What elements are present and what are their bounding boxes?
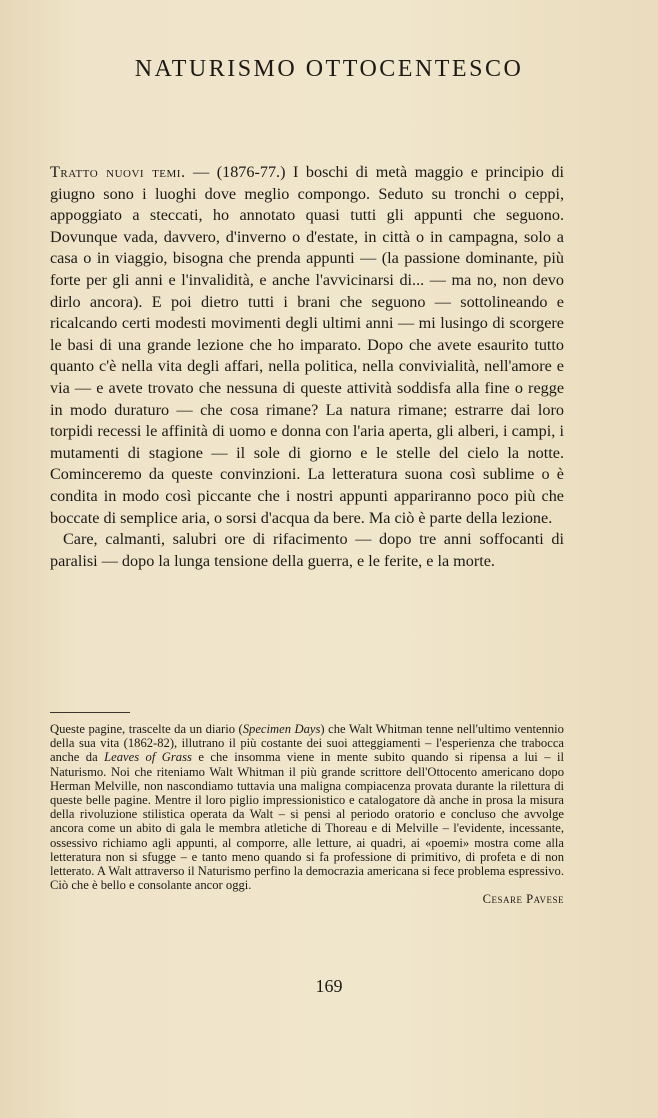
- paragraph-1-text: — (1876-77.) I boschi di metà maggio e principio di giugno sono i luoghi dove meglio compongo. Seduto su tronchi o ceppi, appoggiato a steccati, ho annotato quasi tutti gli appunti che seguono. Dovunque vada, davvero, d'inverno o d'estate, in città o in campagna, solo a casa o in viaggio, bisogna che prenda appunti — (la passione dominante, più forte per gli anni e l'invalidità, e anche l'avvicinarsi di... — ma no, non devo dirlo ancora). E poi dietro tutti i brani che seguono — sottolineando e ricalcando certi modesti movimenti degli ultimi anni — mi lusingo di scorgere le basi di una grande lezione che ho imparato. Dopo che avete esaurito tutto quanto c'è nella vita degli affari, nella politica, nella convivialità, nell'amore e via — e avete trovato che nessuna di queste attività soddisfa alla fine o regge in modo duraturo — che cosa rimane? La natura rimane; estrarre dai loro torpidi recessi le affinità di uomo e donna con l'aria aperta, gli alberi, i campi, i mutamenti di stagione — il sole di giorno e le stelle del cielo la notte. Cominceremo da queste convinzioni. La letteratura suona così sublime o è condita in modo così piccante che i nostri appunti appariranno poco più che boccate di semplice aria, o sorsi d'acqua da bere. Ma ciò è parte della lezione.: [50, 163, 564, 527]
- note-text-part-3: e che insomma viene in mente subito quando si ripensa a lui – il Naturismo. Noi che riteniamo Walt Whitman il più grande scrittore dell'Ottocento americano dopo Herman Melville, non nascondiamo tuttavia una maligna compiacenza provata durante la rilettura di queste belle pagine. Mentre il loro piglio impressionistico e catalogatore dà anche in prosa la misura della rivoluzione stilistica operata da Walt – si pensi al periodo oratorio e concluso che avvolge ancora come un abito di gala le membra atletiche di Thoreau e di Melville – l'evidente, incessante, ossessivo richiamo agli appunti, al comporre, alle letture, ai quadri, ai «poemi» mostra come alla letteratura non si sfugge – e tanto meno quando si fa professione di primitivo, di profeta e di non letterato. A Walt attraverso il Naturismo perfino la democrazia americana si fece problema espressivo. Ciò che è bello e consolante ancor oggi.: [50, 750, 564, 893]
- page-number: 169: [315, 976, 343, 996]
- paragraph-1: [50, 162, 564, 529]
- note-title-leaves-of-grass: Leaves of Grass: [104, 750, 192, 765]
- footnote-divider: [50, 712, 130, 713]
- main-text: [50, 162, 564, 572]
- note-title-specimen-days: Specimen Days: [242, 722, 321, 736]
- signature: Cesare Pavese: [482, 892, 564, 907]
- note-text: [50, 722, 564, 892]
- page-title: NATURISMO OTTOCENTESCO: [134, 56, 524, 82]
- section-heading: Tratto nuovi temi.: [50, 163, 186, 181]
- editor-note: [50, 722, 564, 907]
- paragraph-2: Care, calmanti, salubri ore di rifacimento — dopo tre anni soffocanti di paralisi — dopo la lunga tensione della guerra, e le ferite, e la morte.: [50, 530, 564, 570]
- note-text-part-2: ) che Walt Whitman tenne nell'ultimo ventennio della sua vita (1862-82), illutrano il più costante dei suoi atteggiamenti – l'esperienza che trabocca anche da: [50, 722, 564, 765]
- note-text-part-1: Queste pagine, trascelte da un diario (: [50, 722, 243, 736]
